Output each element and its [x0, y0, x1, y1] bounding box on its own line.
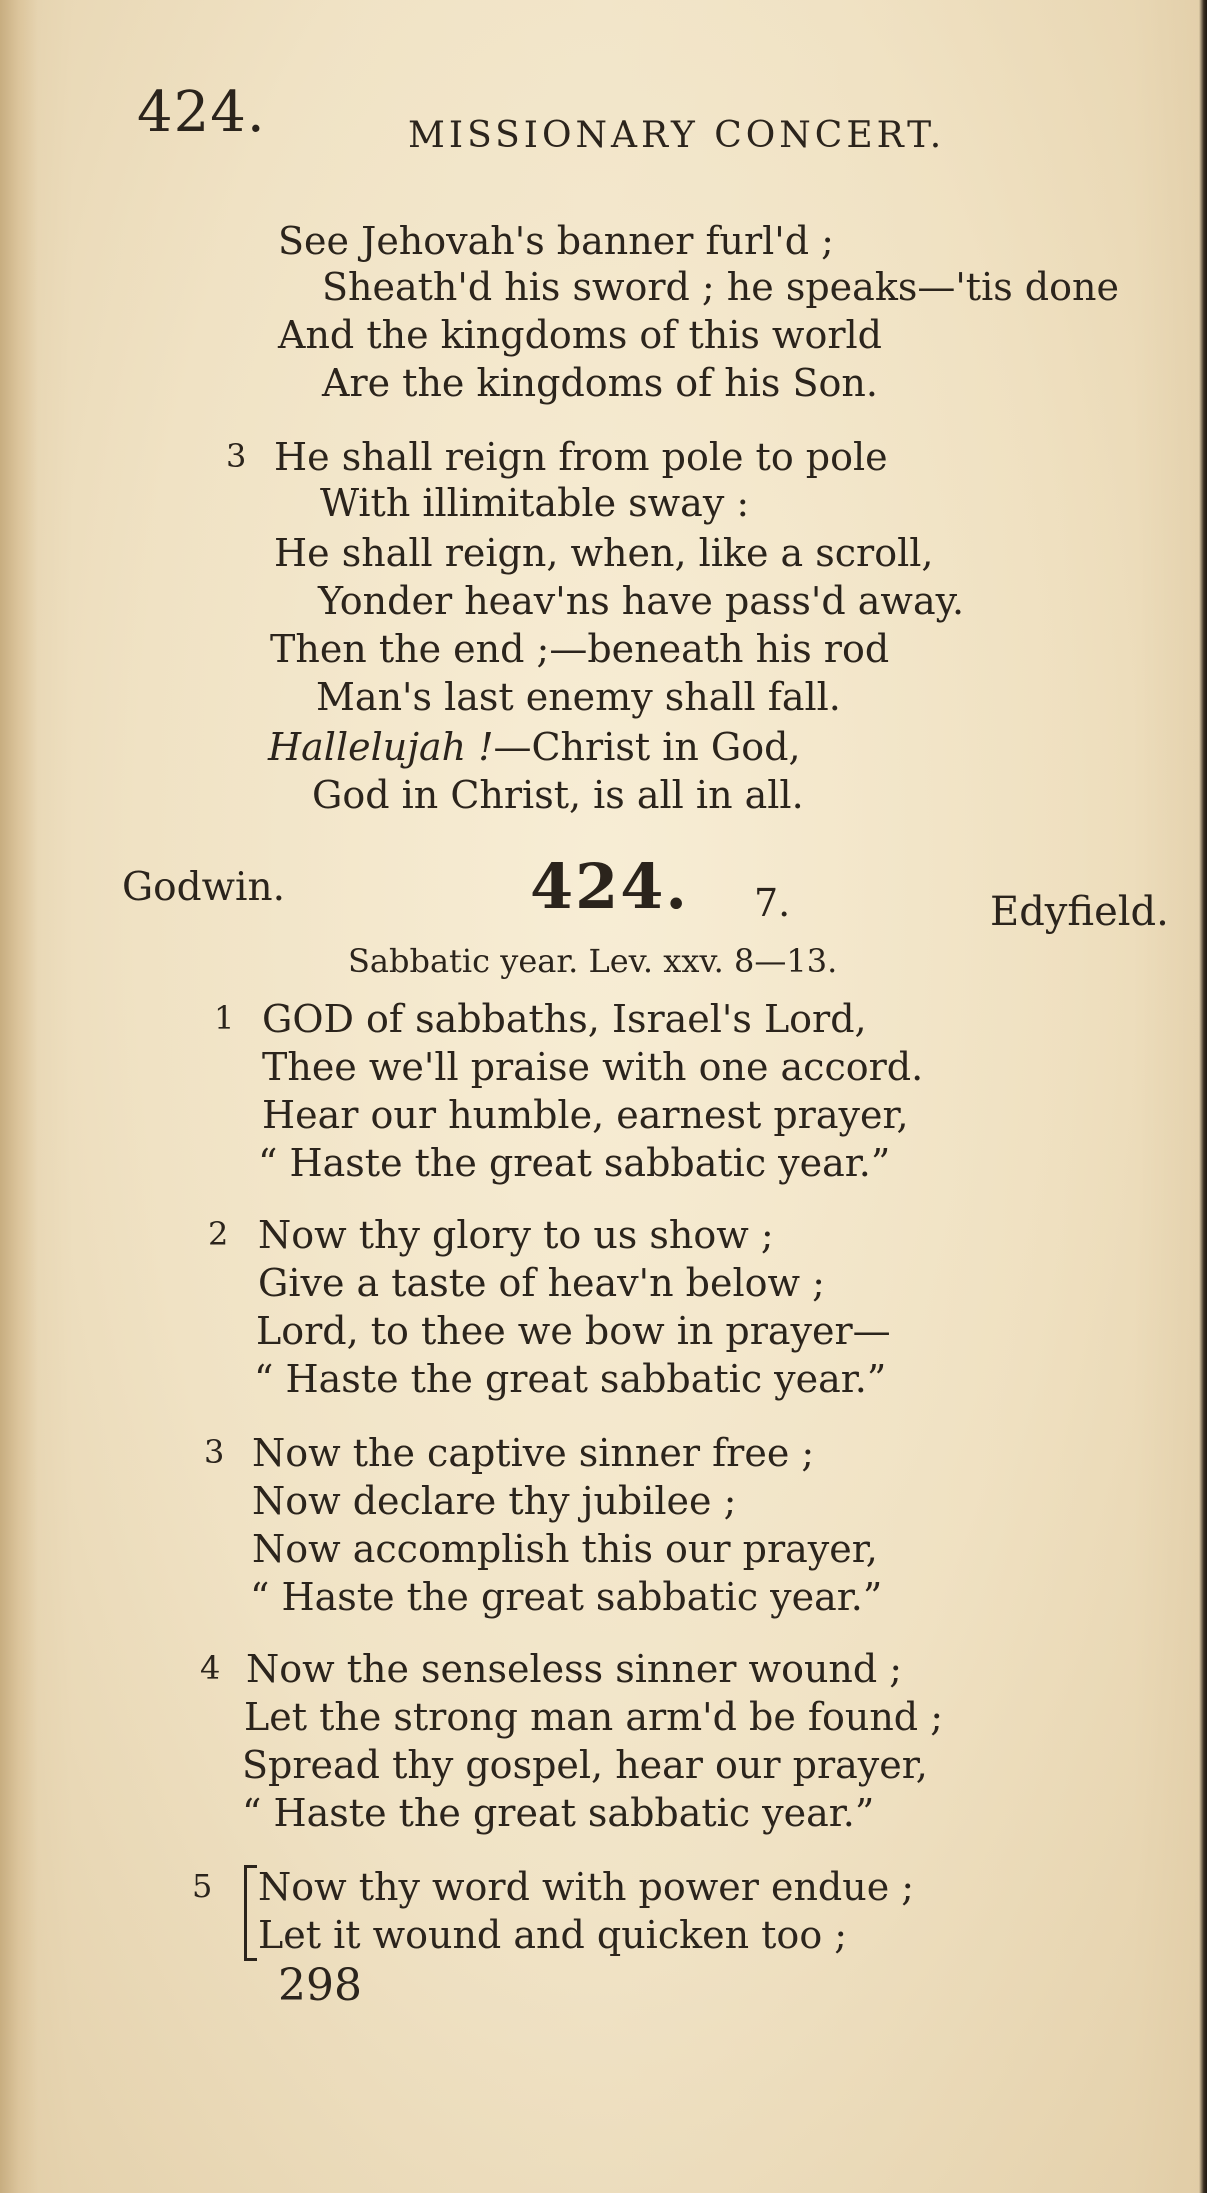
- verse-line: Now declare thy jubilee ;: [252, 1479, 737, 1523]
- page-number: 424.: [137, 80, 266, 145]
- hymn-number: 424.: [530, 850, 690, 923]
- verse-line: Lord, to thee we bow in prayer—: [256, 1309, 891, 1353]
- verse-line: Spread thy gospel, hear our prayer,: [242, 1743, 928, 1787]
- verse-line: Give a taste of heav'n below ;: [258, 1261, 825, 1305]
- verse-line: Are the kingdoms of his Son.: [322, 361, 878, 405]
- verse-line: Now thy glory to us show ;: [258, 1213, 774, 1257]
- verse-line: Hear our humble, earnest prayer,: [262, 1093, 909, 1137]
- stanza-number: 1: [214, 999, 235, 1037]
- signature-mark: 298: [278, 1960, 362, 2011]
- verse-line: See Jehovah's banner furl'd ;: [278, 219, 834, 263]
- page-edge-shadow: [1199, 0, 1207, 2193]
- verse-line: “ Haste the great sabbatic year.”: [258, 1141, 891, 1185]
- verse-line: Let the strong man arm'd be found ;: [244, 1695, 944, 1739]
- verse-line: Now the senseless sinner wound ;: [246, 1647, 903, 1691]
- verse-line: GOD of sabbaths, Israel's Lord,: [262, 997, 867, 1041]
- verse-line: Let it wound and quicken too ;: [258, 1913, 848, 1957]
- stanza-number: 5: [192, 1867, 213, 1905]
- verse-line: And the kingdoms of this world: [278, 313, 882, 357]
- page-gutter-shadow: [0, 0, 38, 2193]
- verse-line: With illimitable sway :: [320, 481, 750, 525]
- verse-line: Now accomplish this our prayer,: [252, 1527, 878, 1571]
- verse-line: Thee we'll praise with one accord.: [262, 1045, 924, 1089]
- tune-name-right: Edyfield.: [990, 889, 1169, 935]
- tune-name-left: Godwin.: [122, 865, 285, 910]
- verse-line: Then the end ;—beneath his rod: [270, 627, 890, 671]
- verse-line: He shall reign from pole to pole: [274, 435, 888, 479]
- verse-line: He shall reign, when, like a scroll,: [274, 531, 934, 575]
- verse-line: “ Haste the great sabbatic year.”: [242, 1791, 875, 1835]
- verse-line: “ Haste the great sabbatic year.”: [250, 1575, 883, 1619]
- verse-line: Man's last enemy shall fall.: [316, 675, 841, 719]
- stanza-number: 3: [204, 1433, 225, 1471]
- stanza-number: 4: [200, 1649, 221, 1687]
- verse-line: “ Haste the great sabbatic year.”: [254, 1357, 887, 1401]
- hallelujah-rest: —Christ in God,: [493, 725, 801, 769]
- hymn-meter: 7.: [754, 881, 791, 925]
- repeat-bracket: [244, 1865, 257, 1961]
- verse-line: [268, 725, 801, 769]
- running-title: MISSIONARY CONCERT.: [408, 115, 946, 156]
- verse-line: Yonder heav'ns have pass'd away.: [318, 579, 965, 623]
- verse-line: God in Christ, is all in all.: [312, 773, 804, 817]
- verse-line: Now thy word with power endue ;: [258, 1865, 915, 1909]
- hymn-subtitle: Sabbatic year. Lev. xxv. 8—13.: [348, 942, 838, 980]
- verse-line: Sheath'd his sword ; he speaks—'tis done: [322, 265, 1119, 309]
- stanza-number: 2: [208, 1215, 229, 1253]
- stanza-number: 3: [226, 437, 247, 475]
- verse-line: Now the captive sinner free ;: [252, 1431, 815, 1475]
- hallelujah-italic: Hallelujah !: [268, 725, 494, 769]
